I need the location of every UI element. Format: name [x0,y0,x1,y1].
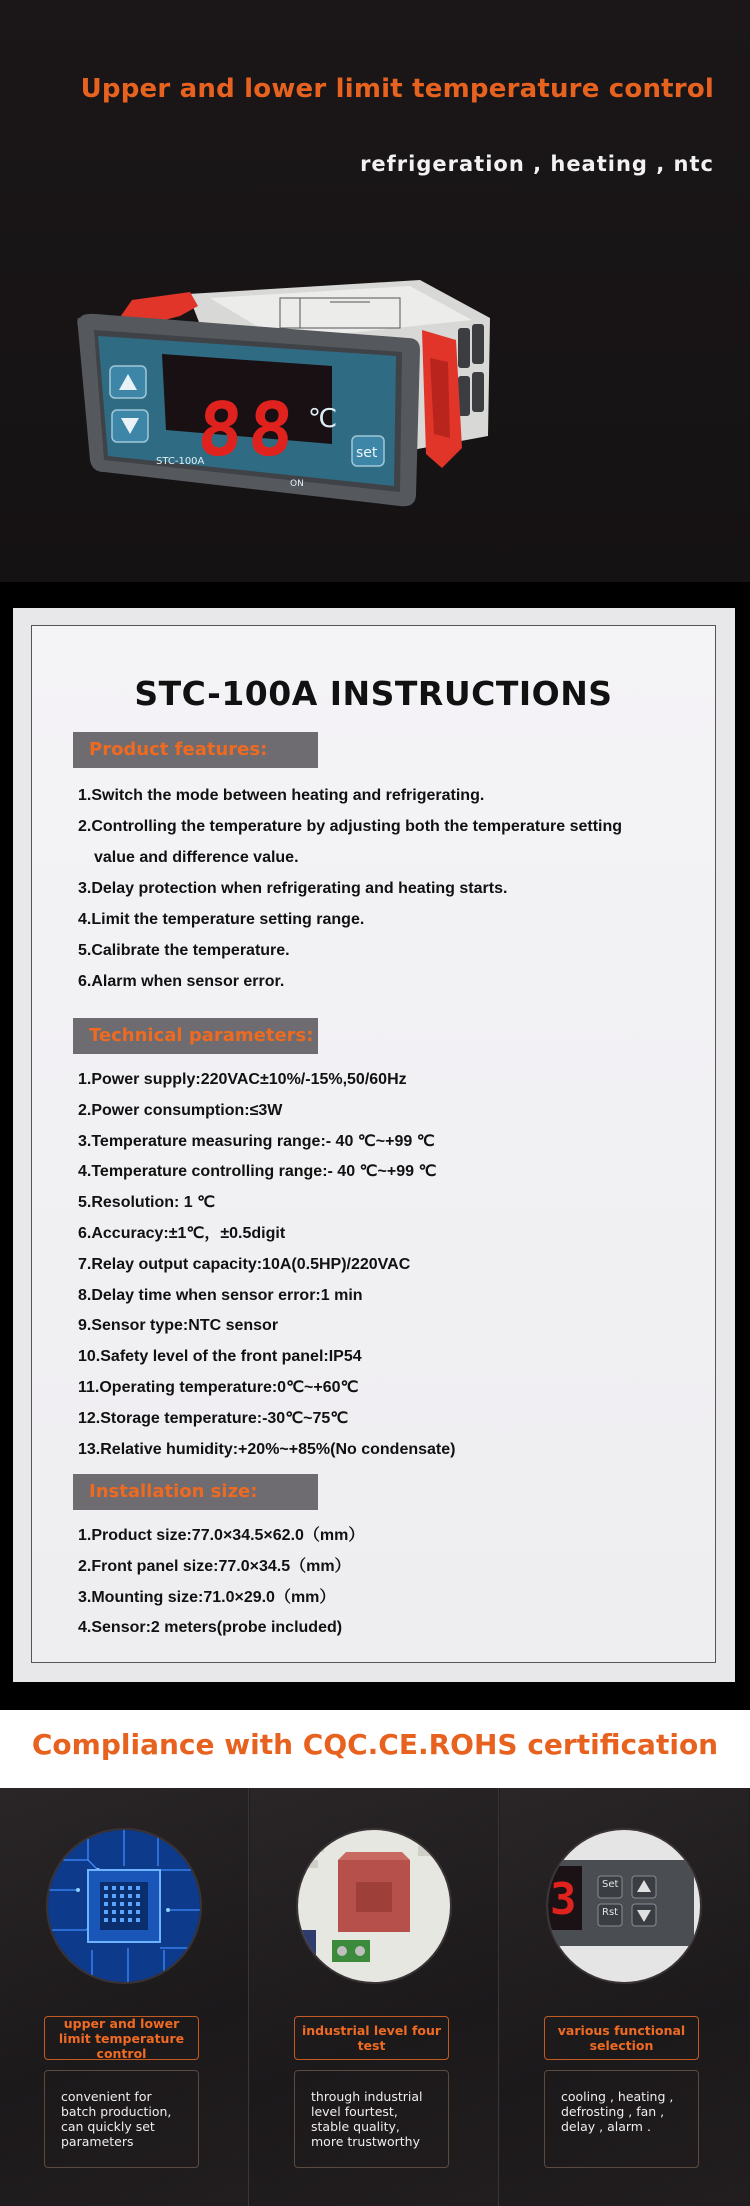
feature-panel-relay [250,1788,499,2206]
list-item: 4.Sensor:2 meters(probe included) [78,1619,343,1637]
panel-label: industrial level four test [294,2016,449,2060]
device-led-display: 88 [194,387,303,473]
technical-list [78,1065,455,1465]
feature-panel-chip [0,1788,249,2206]
list-item: 1.Product size:77.0×34.5×62.0（mm） [78,1527,365,1544]
features-heading: Product features: [73,732,318,768]
panel-label: various functional selection [544,2016,699,2060]
list-item: 3.Temperature measuring range:- 40 ℃~+99 ℃ [78,1132,435,1150]
list-item: 6.Alarm when sensor error. [78,973,285,990]
list-item: 5.Resolution: 1 ℃ [78,1194,216,1212]
panel-description: through industrial level fourtest, stable quality, more trustworthy [294,2070,449,2168]
list-item: value and difference value. [94,849,299,866]
installation-heading: Installation size: [73,1474,318,1510]
list-item: 3.Delay protection when refrigerating and heating starts. [78,880,508,897]
list-item: 1.Power supply:220VAC±10%/-15%,50/60Hz [78,1071,407,1088]
list-item: 3.Mounting size:71.0×29.0（mm） [78,1588,336,1606]
instructions-title: STC-100A INSTRUCTIONS [134,674,613,713]
compliance-title: Compliance with CQC.CE.ROHS certification [31,1728,719,1761]
list-item: 13.Relative humidity:+20%~+85%(No condensate) [78,1440,456,1458]
list-item: 12.Storage temperature:-30℃~75℃ [78,1409,349,1427]
list-item: 5.Calibrate the temperature. [78,942,290,959]
feature-panels [0,1788,750,2206]
list-item: 4.Limit the temperature setting range. [78,911,365,928]
chip-circuit-image [46,1828,202,1984]
feature-panel-controller [500,1788,749,2206]
list-item: 4.Temperature controlling range:- 40 ℃~+99 ℃ [78,1163,437,1181]
relay-board-image [296,1828,452,1984]
instructions-card [13,608,735,1682]
list-item: 6.Accuracy:±1℃，±0.5digit [78,1224,286,1242]
list-item: 2.Power consumption:≤3W [78,1101,283,1119]
features-list [78,780,622,997]
list-item: 2.Controlling the temperature by adjusting both the temperature setting [78,818,623,835]
installation-list [78,1521,364,1644]
panel-label: upper and lower limit temperature control [44,2016,199,2060]
device-set-button-label: set [356,445,378,461]
list-item: 8.Delay time when sensor error:1 min [78,1286,363,1304]
list-item: 11.Operating temperature:0℃~+60℃ [78,1378,359,1396]
list-item: 2.Front panel size:77.0×34.5（mm） [78,1557,351,1575]
hero-subtitle: refrigeration , heating , ntc [360,152,714,176]
device-model-label: STC-100A [156,456,205,467]
panel-description: convenient for batch production, can quickly set parameters [44,2070,199,2168]
list-item: 9.Sensor type:NTC sensor [78,1317,279,1335]
device-unit-label: ℃ [308,404,338,434]
panel-description: cooling , heating , defrosting , fan , delay , alarm . [544,2070,699,2168]
controller-led-digit: 3 [550,1874,577,1925]
hero-section [0,0,750,582]
technical-heading: Technical parameters: [73,1018,318,1054]
hero-title: Upper and lower limit temperature control [80,74,714,104]
compliance-banner [0,1710,750,1788]
list-item: 10.Safety level of the front panel:IP54 [78,1348,362,1366]
controller-rst-label: Rst [602,1907,619,1918]
list-item: 7.Relay output capacity:10A(0.5HP)/220VAC [78,1255,411,1273]
controller-set-label: Set [602,1879,619,1890]
device-on-label: ON [290,479,304,489]
list-item: 1.Switch the mode between heating and refrigerating. [78,787,485,804]
instructions-frame [31,625,716,1663]
